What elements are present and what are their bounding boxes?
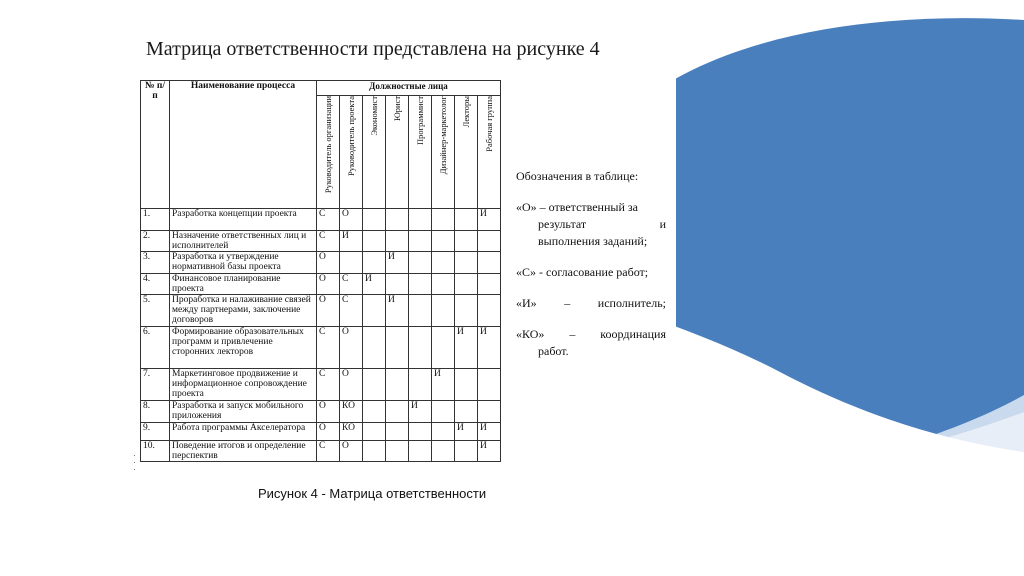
- role-cell: И: [478, 209, 501, 231]
- role-cell: [386, 441, 409, 462]
- legend: [516, 168, 666, 374]
- role-cell: [478, 295, 501, 327]
- row-number: 5.: [141, 295, 170, 327]
- row-number: 6.: [141, 327, 170, 369]
- legend-item-ko: «КО» – координация работ.: [516, 327, 666, 358]
- role-cell: [455, 441, 478, 462]
- role-header: Программист: [409, 96, 432, 209]
- role-cell: С: [317, 327, 340, 369]
- role-cell: [432, 423, 455, 441]
- role-header: Руководитель проекта: [340, 96, 363, 209]
- table-row: [141, 441, 501, 462]
- role-cell: [363, 423, 386, 441]
- process-name: Формирование образовательных программ и привлечение сторонних лекторов: [170, 327, 317, 369]
- process-name: Финансовое планирование проекта: [170, 274, 317, 295]
- role-cell: С: [340, 295, 363, 327]
- role-cell: И: [386, 252, 409, 274]
- role-cell: [386, 369, 409, 401]
- row-number: 3.: [141, 252, 170, 274]
- role-cell: [363, 252, 386, 274]
- role-cell: И: [478, 441, 501, 462]
- table-row: [141, 423, 501, 441]
- table-row: [141, 274, 501, 295]
- role-cell: [432, 274, 455, 295]
- figure-caption: Рисунок 4 - Матрица ответственности: [258, 486, 487, 501]
- role-cell: [386, 401, 409, 423]
- figure-matrix: [138, 78, 676, 470]
- row-number: 7.: [141, 369, 170, 401]
- role-cell: О: [340, 327, 363, 369]
- role-cell: [409, 209, 432, 231]
- role-cell: [432, 327, 455, 369]
- role-header: Юрист: [386, 96, 409, 209]
- role-cell: [455, 231, 478, 252]
- role-cell: [386, 231, 409, 252]
- role-cell: [340, 252, 363, 274]
- role-cell: [386, 209, 409, 231]
- role-cell: [455, 369, 478, 401]
- role-header: Рабочая группа: [478, 96, 501, 209]
- process-name: Назначение ответственных лиц и исполнителей: [170, 231, 317, 252]
- process-name: Поведение итогов и определение перспектив: [170, 441, 317, 462]
- role-cell: О: [340, 441, 363, 462]
- role-cell: О: [317, 274, 340, 295]
- role-cell: [386, 423, 409, 441]
- role-cell: [432, 295, 455, 327]
- role-cell: И: [455, 423, 478, 441]
- table-row: [141, 295, 501, 327]
- role-cell: [478, 401, 501, 423]
- role-cell: [409, 423, 432, 441]
- role-cell: С: [317, 441, 340, 462]
- role-header: Руководитель организации: [317, 96, 340, 209]
- legend-heading: Обозначения в таблице:: [516, 169, 639, 183]
- num-header: № п/п: [141, 81, 170, 209]
- roles-header: Должностные лица: [317, 81, 501, 96]
- drag-handle-dots: · · ·: [133, 451, 136, 474]
- role-cell: О: [340, 369, 363, 401]
- role-cell: О: [340, 209, 363, 231]
- role-cell: [455, 209, 478, 231]
- role-cell: [478, 231, 501, 252]
- role-cell: И: [432, 369, 455, 401]
- role-cell: [432, 252, 455, 274]
- table-row: [141, 209, 501, 231]
- role-cell: [455, 252, 478, 274]
- role-cell: [363, 295, 386, 327]
- role-cell: О: [317, 423, 340, 441]
- role-cell: [432, 401, 455, 423]
- role-cell: [363, 327, 386, 369]
- role-cell: [432, 231, 455, 252]
- row-number: 9.: [141, 423, 170, 441]
- role-cell: [455, 274, 478, 295]
- role-cell: [409, 274, 432, 295]
- role-cell: [409, 327, 432, 369]
- role-cell: [363, 401, 386, 423]
- process-name: Разработка и утверждение нормативной базы проекта: [170, 252, 317, 274]
- role-cell: [363, 209, 386, 231]
- role-cell: [478, 369, 501, 401]
- role-cell: [478, 252, 501, 274]
- row-number: 4.: [141, 274, 170, 295]
- role-cell: О: [317, 295, 340, 327]
- process-name: Работа программы Акселератора: [170, 423, 317, 441]
- table-row: [141, 401, 501, 423]
- row-number: 10.: [141, 441, 170, 462]
- role-cell: С: [317, 209, 340, 231]
- process-name: Проработка и налаживание связей между партнерами, заключение договоров: [170, 295, 317, 327]
- role-cell: [432, 441, 455, 462]
- table-row: [141, 231, 501, 252]
- role-cell: [363, 369, 386, 401]
- role-cell: О: [317, 401, 340, 423]
- role-cell: [455, 295, 478, 327]
- process-header: Наименование процесса: [170, 81, 317, 209]
- row-number: 2.: [141, 231, 170, 252]
- role-cell: КО: [340, 401, 363, 423]
- row-number: 8.: [141, 401, 170, 423]
- role-cell: И: [478, 327, 501, 369]
- role-cell: И: [455, 327, 478, 369]
- role-cell: И: [386, 295, 409, 327]
- table-row: [141, 252, 501, 274]
- role-cell: С: [317, 369, 340, 401]
- role-cell: О: [317, 252, 340, 274]
- role-cell: И: [409, 401, 432, 423]
- role-cell: И: [340, 231, 363, 252]
- role-cell: [432, 209, 455, 231]
- role-cell: КО: [340, 423, 363, 441]
- role-cell: [363, 441, 386, 462]
- role-cell: [409, 252, 432, 274]
- role-cell: [455, 401, 478, 423]
- table-row: [141, 327, 501, 369]
- slide-title: Матрица ответственности представлена на рисунке 4: [146, 38, 600, 60]
- responsibility-matrix-table: [140, 80, 501, 462]
- role-cell: [409, 369, 432, 401]
- legend-item-o: «О» – ответственный за результат и выполнения заданий;: [516, 200, 666, 248]
- row-number: 1.: [141, 209, 170, 231]
- role-cell: [386, 327, 409, 369]
- role-header: Лекторы: [455, 96, 478, 209]
- legend-item-c: «С» - согласование работ;: [516, 265, 649, 279]
- table-row: [141, 369, 501, 401]
- role-cell: [478, 274, 501, 295]
- role-cell: И: [478, 423, 501, 441]
- role-cell: С: [317, 231, 340, 252]
- role-cell: [409, 441, 432, 462]
- role-cell: [409, 231, 432, 252]
- process-name: Разработка концепции проекта: [170, 209, 317, 231]
- role-cell: [409, 295, 432, 327]
- role-header: Дизайнер-маркетолог: [432, 96, 455, 209]
- role-cell: С: [340, 274, 363, 295]
- legend-item-i: «И» – исполнитель;: [516, 296, 666, 310]
- process-name: Маркетинговое продвижение и информационное сопровождение проекта: [170, 369, 317, 401]
- role-header: Экономист: [363, 96, 386, 209]
- role-cell: [386, 274, 409, 295]
- role-cell: И: [363, 274, 386, 295]
- process-name: Разработка и запуск мобильного приложения: [170, 401, 317, 423]
- role-cell: [363, 231, 386, 252]
